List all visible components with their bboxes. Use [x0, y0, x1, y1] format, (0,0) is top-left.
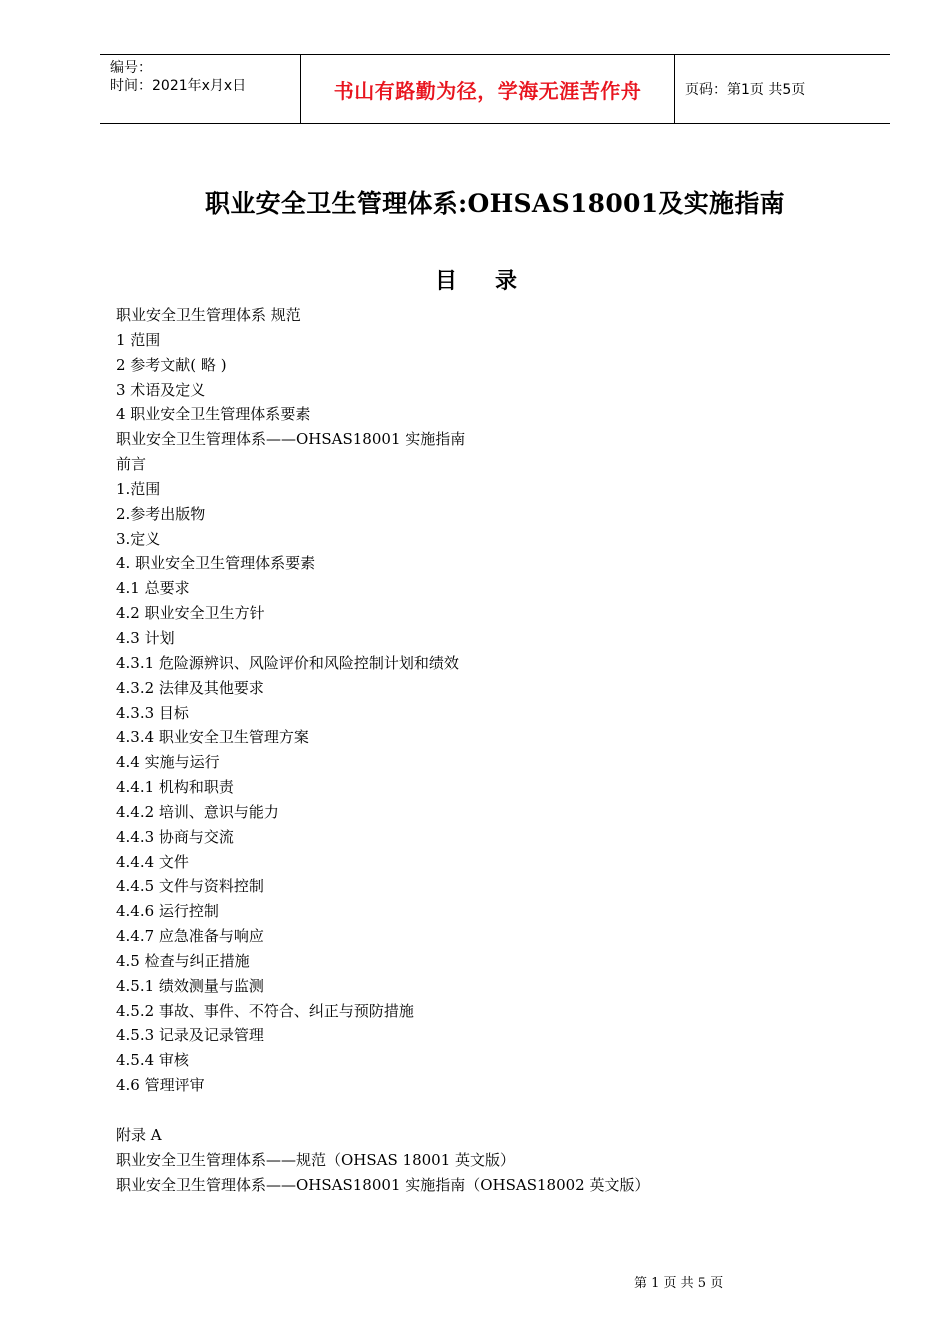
toc-entry: 4.1 总要求: [116, 579, 190, 598]
table-of-contents: [116, 303, 876, 1197]
toc-main-list: [116, 303, 876, 1098]
toc-entry: 4. 职业安全卫生管理体系要素: [116, 554, 316, 573]
toc-entry: 3.定义: [116, 529, 161, 548]
toc-entry: 4.5.4 审核: [116, 1051, 189, 1070]
toc-entry: 2.参考出版物: [116, 504, 206, 523]
toc-entry: 4.5.1 绩效测量与监测: [116, 976, 264, 995]
toc-spacer: [116, 1098, 876, 1123]
toc-entry: 1.范围: [116, 479, 161, 498]
toc-entry: 4.5.3 记录及记录管理: [116, 1026, 264, 1045]
toc-entry: 职业安全卫生管理体系 规范: [116, 306, 301, 324]
toc-entry: 4.3.4 职业安全卫生管理方案: [116, 728, 309, 747]
toc-entry: 4.5 检查与纠正措施: [116, 951, 250, 970]
toc-entry: 3 术语及定义: [116, 380, 206, 399]
toc-entry: 2 参考文献( 略 ): [116, 355, 227, 374]
toc-appendix-list: [116, 1123, 876, 1198]
toc-entry: 4.4.2 培训、意识与能力: [116, 802, 279, 821]
document-number-label: 编号：: [110, 60, 152, 76]
page-header: [100, 54, 890, 124]
toc-entry: 职业安全卫生管理体系——OHSAS18001 实施指南（OHSAS18002 英文版）: [116, 1175, 650, 1194]
toc-entry: 4 职业安全卫生管理体系要素: [116, 405, 311, 424]
header-motto: 书山有路勤为径，学海无涯苦作舟: [301, 55, 675, 123]
toc-entry: 职业安全卫生管理体系——OHSAS18001 实施指南: [116, 430, 466, 449]
toc-entry: 附录 A: [116, 1125, 162, 1144]
toc-entry: 4.4.7 应急准备与响应: [116, 927, 264, 946]
header-meta: [100, 55, 301, 123]
toc-heading: 目录: [434, 268, 555, 294]
toc-entry: 前言: [116, 455, 147, 474]
toc-entry: 4.4 实施与运行: [116, 753, 220, 772]
toc-entry: 4.4.3 协商与交流: [116, 827, 234, 846]
toc-entry: 职业安全卫生管理体系——规范（OHSAS 18001 英文版）: [116, 1150, 516, 1169]
toc-entry: 4.5.2 事故、事件、不符合、纠正与预防措施: [116, 1001, 414, 1020]
toc-entry: 4.2 职业安全卫生方针: [116, 604, 265, 623]
document-time: 时间：2021年x月x日: [110, 78, 247, 94]
toc-entry: 4.3.2 法律及其他要求: [116, 678, 264, 697]
toc-entry: 4.4.6 运行控制: [116, 902, 219, 921]
toc-entry: 4.4.5 文件与资料控制: [116, 877, 264, 896]
page-footer: 第 1 页 共 5 页: [634, 1276, 724, 1291]
toc-entry: 4.3 计划: [116, 628, 175, 647]
toc-entry: 4.3.1 危险源辨识、风险评价和风险控制计划和绩效: [116, 653, 459, 672]
document-title: 职业安全卫生管理体系:OHSAS18001及实施指南: [205, 189, 785, 218]
header-page-info: 页码：第1页 共5页: [685, 82, 806, 98]
toc-entry: 4.4.4 文件: [116, 852, 189, 871]
toc-entry: 4.6 管理评审: [116, 1076, 205, 1095]
toc-entry: 4.4.1 机构和职责: [116, 778, 234, 797]
toc-entry: 4.3.3 目标: [116, 703, 189, 722]
toc-entry: 1 范围: [116, 330, 161, 349]
